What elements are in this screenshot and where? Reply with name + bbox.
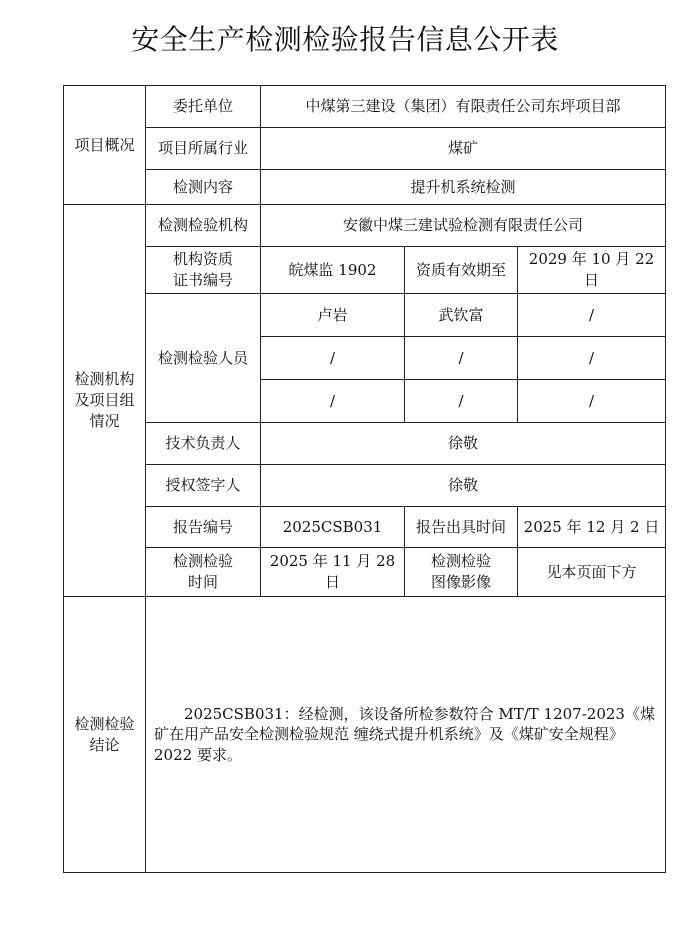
section-conclusion-label bbox=[64, 597, 146, 873]
tech-lead-label: 技术负责人 bbox=[146, 423, 261, 465]
conclusion-label-line1: 检测检验 bbox=[74, 714, 135, 733]
conclusion-text: 2025CSB031：经检测，该设备所检参数符合 MT/T 1207-2023《煤矿在用产品安全检测检验规范 缠绕式提升机系统》及《煤矿安全规程》2022 要求。 bbox=[146, 597, 666, 873]
personnel-cell: 卢岩 bbox=[261, 294, 405, 337]
cert-label-line1: 机构资质 bbox=[172, 250, 233, 268]
content-value: 提升机系统检测 bbox=[261, 170, 666, 205]
test-time-label bbox=[146, 548, 261, 597]
industry-value: 煤矿 bbox=[261, 128, 666, 170]
personnel-cell: / bbox=[261, 380, 405, 423]
image-label-line1: 检测检验 bbox=[430, 552, 491, 570]
org-label: 检测检验机构 bbox=[146, 205, 261, 247]
report-no-label: 报告编号 bbox=[146, 507, 261, 548]
conclusion-label-line2: 结论 bbox=[89, 735, 120, 754]
client-value: 中煤第三建设（集团）有限责任公司东坪项目部 bbox=[261, 86, 666, 128]
cert-value: 皖煤监 1902 bbox=[261, 247, 405, 294]
page-title: 安全生产检测检验报告信息公开表 bbox=[131, 23, 559, 56]
signer-label: 授权签字人 bbox=[146, 465, 261, 507]
report-no-value: 2025CSB031 bbox=[261, 507, 405, 548]
tech-lead-value: 徐敬 bbox=[261, 423, 666, 465]
personnel-cell: / bbox=[405, 380, 518, 423]
section-overview-label: 项目概况 bbox=[64, 86, 146, 205]
personnel-cell: / bbox=[518, 380, 666, 423]
signer-value: 徐敬 bbox=[261, 465, 666, 507]
image-label-line2: 图像影像 bbox=[430, 573, 491, 591]
cert-label bbox=[146, 247, 261, 294]
test-time-label-line1: 检测检验 bbox=[172, 552, 233, 570]
validity-value: 2029 年 10 月 22 日 bbox=[518, 247, 666, 294]
image-value: 见本页面下方 bbox=[518, 548, 666, 597]
industry-label: 项目所属行业 bbox=[146, 128, 261, 170]
disclosure-table bbox=[63, 85, 666, 873]
validity-label: 资质有效期至 bbox=[405, 247, 518, 294]
issue-time-value: 2025 年 12 月 2 日 bbox=[518, 507, 666, 548]
personnel-cell: / bbox=[518, 337, 666, 380]
issue-time-label: 报告出具时间 bbox=[405, 507, 518, 548]
image-label bbox=[405, 548, 518, 597]
section-agency-label-line3: 情况 bbox=[89, 412, 120, 430]
section-agency-label-line1: 检测机构 bbox=[74, 370, 135, 388]
content-label: 检测内容 bbox=[146, 170, 261, 205]
section-agency-label-line2: 及项目组 bbox=[74, 391, 135, 409]
client-label: 委托单位 bbox=[146, 86, 261, 128]
org-value: 安徽中煤三建试验检测有限责任公司 bbox=[261, 205, 666, 247]
section-agency-label bbox=[64, 205, 146, 597]
test-time-value: 2025 年 11 月 28 日 bbox=[261, 548, 405, 597]
test-time-label-line2: 时间 bbox=[187, 573, 218, 591]
personnel-cell: / bbox=[261, 337, 405, 380]
personnel-cell: / bbox=[518, 294, 666, 337]
cert-label-line2: 证书编号 bbox=[172, 271, 233, 289]
personnel-cell: 武钦富 bbox=[405, 294, 518, 337]
personnel-cell: / bbox=[405, 337, 518, 380]
personnel-label: 检测检验人员 bbox=[146, 294, 261, 423]
